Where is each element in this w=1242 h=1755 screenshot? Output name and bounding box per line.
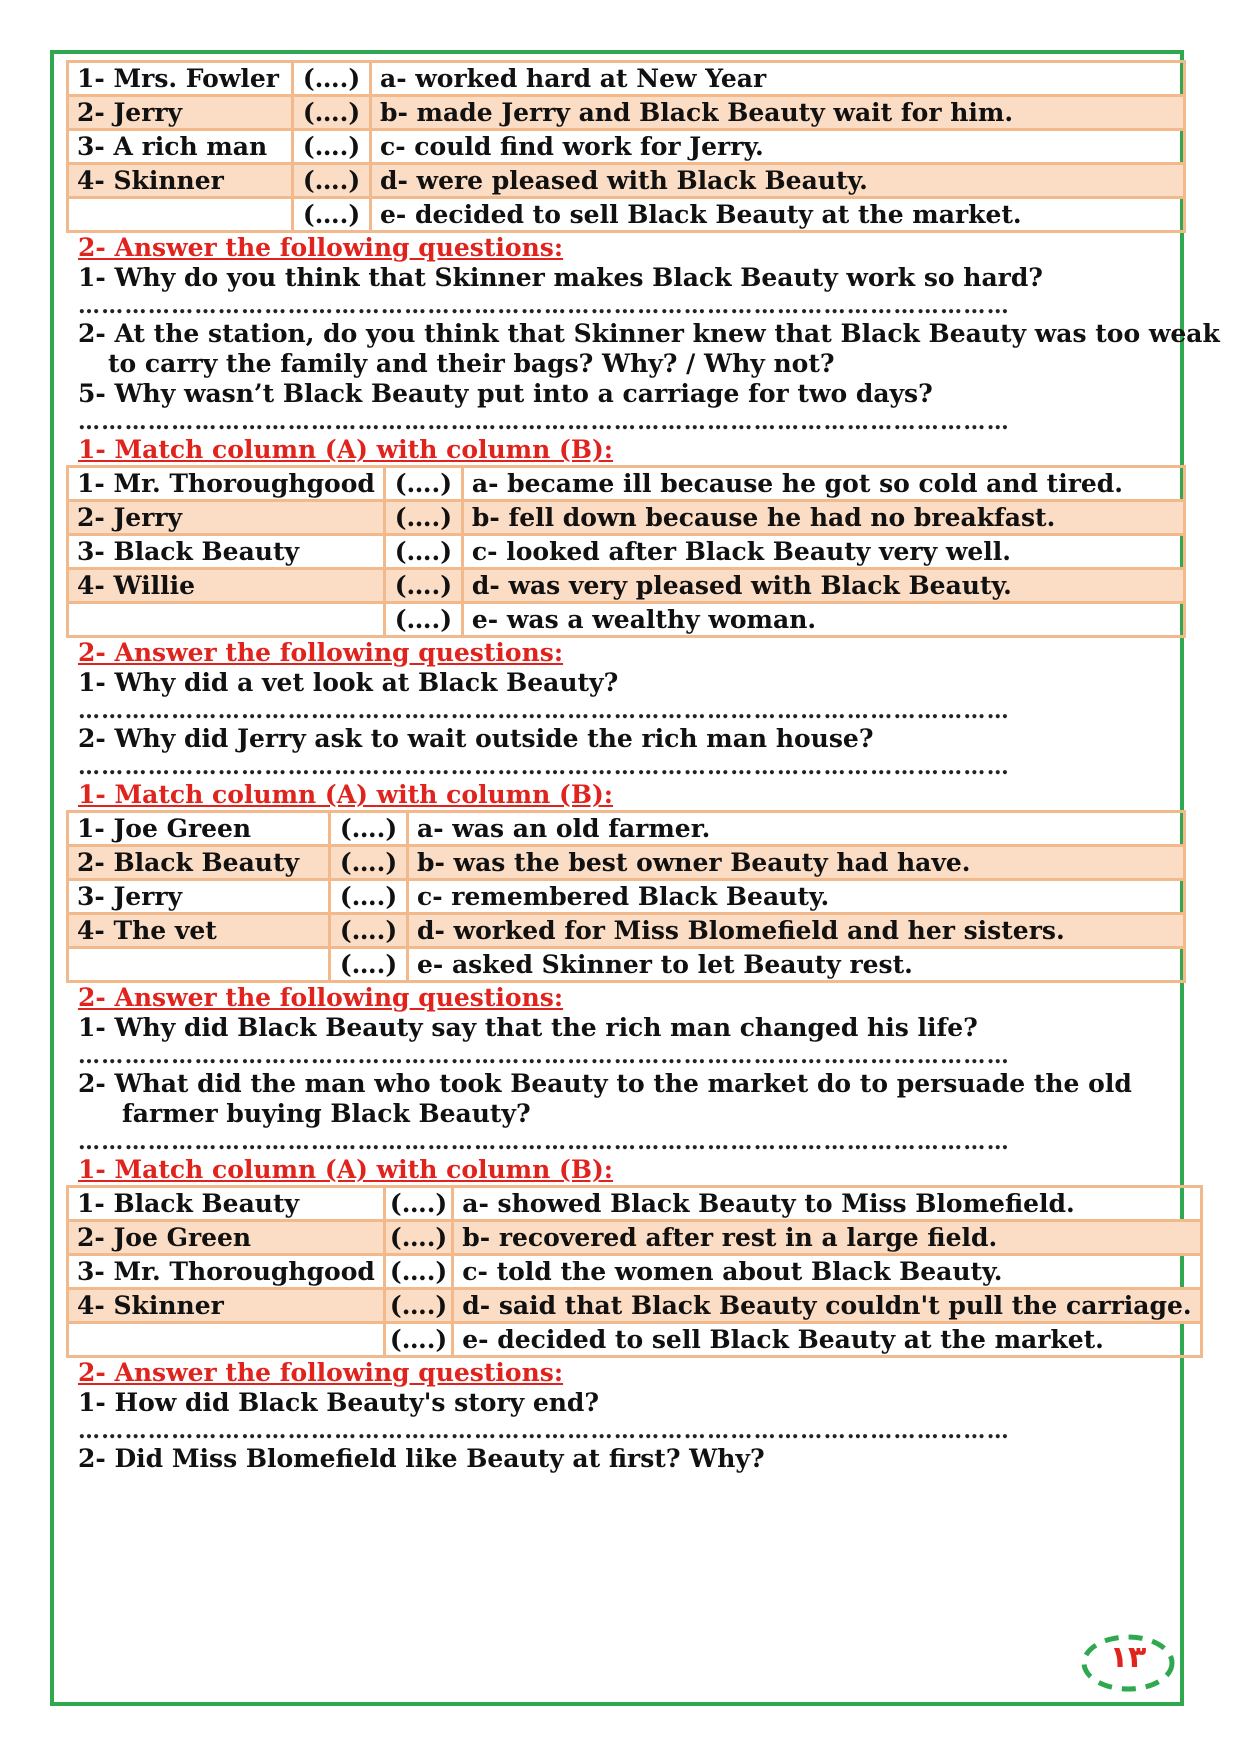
table-row	[68, 467, 1185, 501]
answer-blank[interactable]: (….)	[330, 812, 408, 846]
question-text: 2- Did Miss Blomefield like Beauty at first? Why?	[78, 1444, 765, 1473]
table-row	[68, 96, 1185, 130]
answer-blank[interactable]: (….)	[384, 501, 462, 535]
answer-blank[interactable]: (….)	[330, 914, 408, 948]
column-b-cell: b- fell down because he had no breakfast.	[462, 501, 1184, 535]
question-text: 2- What did the man who took Beauty to the market do to persuade the old	[78, 1069, 1132, 1098]
table-row	[68, 948, 1185, 982]
answer-line[interactable]: …………………………………………………………………………………………………………	[78, 293, 1010, 319]
answer-blank[interactable]: (….)	[293, 164, 371, 198]
column-a-cell: 2- Joe Green	[68, 1221, 385, 1255]
answer-line[interactable]: …………………………………………………………………………………………………………	[78, 1129, 1010, 1155]
table-row	[68, 1255, 1202, 1289]
column-a-cell: 2- Jerry	[68, 501, 385, 535]
column-b-cell: d- worked for Miss Blomefield and her sisters.	[408, 914, 1185, 948]
answer-blank[interactable]: (….)	[384, 1289, 452, 1323]
table-row	[68, 62, 1185, 96]
question-text: 2- At the station, do you think that Skinner knew that Black Beauty was too weak	[78, 319, 1220, 348]
answer-blank[interactable]: (….)	[384, 569, 462, 603]
table-row	[68, 569, 1185, 603]
answer-line[interactable]: …………………………………………………………………………………………………………	[78, 1418, 1010, 1444]
column-b-cell: e- was a wealthy woman.	[462, 603, 1184, 637]
column-b-cell: a- became ill because he got so cold and tired.	[462, 467, 1184, 501]
answer-blank[interactable]: (….)	[384, 1255, 452, 1289]
table-row	[68, 1323, 1202, 1357]
table-row	[68, 812, 1185, 846]
table-row	[68, 501, 1185, 535]
table-row	[68, 880, 1185, 914]
column-a-cell: 4- The vet	[68, 914, 330, 948]
match-table-4	[66, 1185, 1203, 1358]
match-table-3	[66, 810, 1186, 983]
question-text: 1- Why did Black Beauty say that the rich man changed his life?	[78, 1013, 978, 1042]
table-row	[68, 603, 1185, 637]
page-number: ١٣	[1109, 1640, 1147, 1675]
table-row	[68, 164, 1185, 198]
answer-blank[interactable]: (….)	[293, 198, 371, 232]
match-table-2	[66, 465, 1186, 638]
column-a-cell	[68, 948, 330, 982]
column-a-cell: 1- Mr. Thoroughgood	[68, 467, 385, 501]
question-text-continued: to carry the family and their bags? Why? / Why not?	[108, 349, 835, 378]
answer-blank[interactable]: (….)	[293, 62, 371, 96]
answer-blank[interactable]: (….)	[384, 1323, 452, 1357]
column-b-cell: e- asked Skinner to let Beauty rest.	[408, 948, 1185, 982]
answer-line[interactable]: …………………………………………………………………………………………………………	[78, 1043, 1010, 1069]
table-row	[68, 1187, 1202, 1221]
column-b-cell: d- were pleased with Black Beauty.	[371, 164, 1185, 198]
column-b-cell: b- recovered after rest in a large field.	[453, 1221, 1201, 1255]
match-heading: 1- Match column (A) with column (B):	[78, 435, 614, 464]
table-row	[68, 914, 1185, 948]
column-a-cell: 2- Black Beauty	[68, 846, 330, 880]
answer-line[interactable]: …………………………………………………………………………………………………………	[78, 754, 1010, 780]
question-text: 5- Why wasn’t Black Beauty put into a carriage for two days?	[78, 379, 933, 408]
column-a-cell: 3- Black Beauty	[68, 535, 385, 569]
column-b-cell: c- looked after Black Beauty very well.	[462, 535, 1184, 569]
match-table-1	[66, 60, 1186, 233]
questions-heading: 2- Answer the following questions:	[78, 233, 564, 262]
column-b-cell: a- showed Black Beauty to Miss Blomefield.	[453, 1187, 1201, 1221]
question-text: 1- Why did a vet look at Black Beauty?	[78, 668, 619, 697]
column-a-cell: 3- Jerry	[68, 880, 330, 914]
questions-heading: 2- Answer the following questions:	[78, 1358, 564, 1387]
question-text-continued: farmer buying Black Beauty?	[122, 1099, 531, 1128]
answer-blank[interactable]: (….)	[330, 880, 408, 914]
column-a-cell: 4- Skinner	[68, 164, 293, 198]
column-b-cell: b- made Jerry and Black Beauty wait for him.	[371, 96, 1185, 130]
table-row	[68, 130, 1185, 164]
column-a-cell: 2- Jerry	[68, 96, 293, 130]
column-b-cell: b- was the best owner Beauty had have.	[408, 846, 1185, 880]
question-text: 1- Why do you think that Skinner makes Black Beauty work so hard?	[78, 263, 1043, 292]
column-a-cell: 3- A rich man	[68, 130, 293, 164]
answer-blank[interactable]: (….)	[293, 130, 371, 164]
column-a-cell	[68, 603, 385, 637]
column-b-cell: c- told the women about Black Beauty.	[453, 1255, 1201, 1289]
column-b-cell: e- decided to sell Black Beauty at the market.	[453, 1323, 1201, 1357]
answer-blank[interactable]: (….)	[384, 535, 462, 569]
answer-blank[interactable]: (….)	[384, 603, 462, 637]
match-heading: 1- Match column (A) with column (B):	[78, 780, 614, 809]
column-a-cell: 3- Mr. Thoroughgood	[68, 1255, 385, 1289]
column-b-cell: e- decided to sell Black Beauty at the market.	[371, 198, 1185, 232]
column-b-cell: d- was very pleased with Black Beauty.	[462, 569, 1184, 603]
column-b-cell: a- worked hard at New Year	[371, 62, 1185, 96]
answer-blank[interactable]: (….)	[384, 1187, 452, 1221]
column-a-cell	[68, 1323, 385, 1357]
answer-blank[interactable]: (….)	[330, 846, 408, 880]
table-row	[68, 1289, 1202, 1323]
question-text: 2- Why did Jerry ask to wait outside the rich man house?	[78, 724, 874, 753]
answer-line[interactable]: …………………………………………………………………………………………………………	[78, 698, 1010, 724]
answer-blank[interactable]: (….)	[384, 467, 462, 501]
answer-blank[interactable]: (….)	[330, 948, 408, 982]
answer-line[interactable]: …………………………………………………………………………………………………………	[78, 409, 1010, 435]
answer-blank[interactable]: (….)	[384, 1221, 452, 1255]
question-text: 1- How did Black Beauty's story end?	[78, 1388, 600, 1417]
questions-heading: 2- Answer the following questions:	[78, 638, 564, 667]
table-row	[68, 535, 1185, 569]
table-row	[68, 1221, 1202, 1255]
column-a-cell: 1- Joe Green	[68, 812, 330, 846]
column-a-cell: 1- Black Beauty	[68, 1187, 385, 1221]
column-a-cell: 4- Skinner	[68, 1289, 385, 1323]
column-a-cell: 4- Willie	[68, 569, 385, 603]
column-b-cell: d- said that Black Beauty couldn't pull the carriage.	[453, 1289, 1201, 1323]
column-b-cell: a- was an old farmer.	[408, 812, 1185, 846]
column-a-cell	[68, 198, 293, 232]
table-row	[68, 846, 1185, 880]
answer-blank[interactable]: (….)	[293, 96, 371, 130]
questions-heading: 2- Answer the following questions:	[78, 983, 564, 1012]
column-b-cell: c- could find work for Jerry.	[371, 130, 1185, 164]
match-heading: 1- Match column (A) with column (B):	[78, 1155, 614, 1184]
column-a-cell: 1- Mrs. Fowler	[68, 62, 293, 96]
worksheet-content	[66, 60, 1220, 1474]
table-row	[68, 198, 1185, 232]
column-b-cell: c- remembered Black Beauty.	[408, 880, 1185, 914]
